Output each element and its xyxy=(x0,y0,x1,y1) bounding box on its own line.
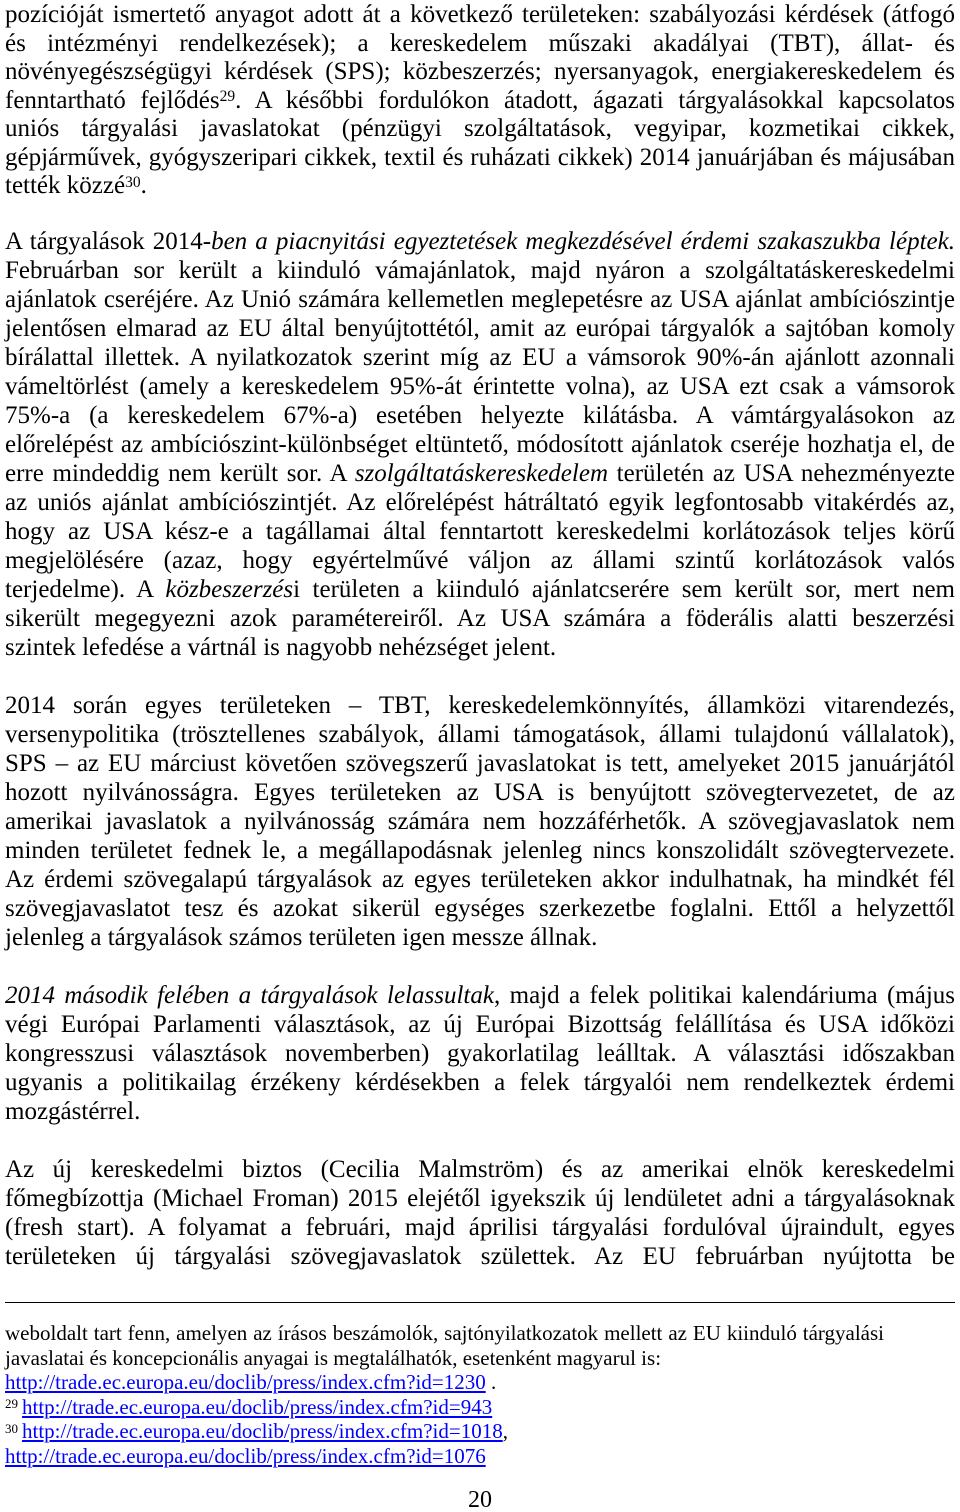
text-run: . xyxy=(140,172,147,199)
footnote-29 xyxy=(5,1395,955,1420)
text-line xyxy=(5,923,955,952)
text-run: Az érdemi szövegalapú tárgyalások az egyes területeken akkor indulhatnak, ha mindkét fél xyxy=(5,865,955,893)
text-line xyxy=(5,691,955,720)
paragraph-1 xyxy=(5,1,955,201)
text-run: végi Európai Parlamenti választások, az új Európai Bizottság felállítása és USA időközi xyxy=(5,1010,955,1038)
text-line xyxy=(5,1068,955,1097)
text-line xyxy=(5,1097,955,1126)
paragraph-4 xyxy=(5,981,955,1126)
text-line xyxy=(5,314,955,343)
text-line xyxy=(5,836,955,865)
footnotes xyxy=(5,1321,955,1468)
text-line xyxy=(5,1213,955,1242)
text-run: Az új kereskedelmi biztos (Cecilia Malmström) és az amerikai elnök kereskedelmi xyxy=(5,1155,955,1183)
text-line xyxy=(5,720,955,749)
text-line xyxy=(5,546,955,575)
text-run: (fresh start). A folyamat a februári, majd áprilisi tárgyalási fordulóval újraindult, egyes xyxy=(5,1213,955,1241)
text-run: ajánlatok cseréjére. Az Unió számára kellemetlen meglepetésre az USA ajánlat ambíciószintje xyxy=(5,285,955,313)
paragraph-5 xyxy=(5,1155,955,1271)
text-line xyxy=(5,1,955,30)
text-run: növényegészségügyi kérdések (SPS); közbeszerzés; nyersanyagok, energiakereskedelem és xyxy=(5,58,955,85)
text-line xyxy=(5,144,955,173)
text-line xyxy=(5,865,955,894)
text-line xyxy=(5,172,955,201)
text-run: előrelépést az ambíciószint-különbséget eltüntető, módosított ajánlatok cseréje hozhatja el, de xyxy=(5,430,955,458)
text-line xyxy=(5,604,955,633)
text-run: szövegjavaslatot tesz és azokat sikerül egységes szerkezetbe foglalni. Ettől a helyzettől xyxy=(5,894,955,922)
text-line xyxy=(5,227,955,256)
text-run: és intézményi rendelkezések); a kereskedelem műszaki akadályai (TBT), állat- és xyxy=(5,29,955,57)
text-line xyxy=(5,58,955,87)
text-run: uniós tárgyalási javaslatokat (pénzügyi szolgáltatások, vegyipar, kozmetikai cikkek, xyxy=(5,115,955,142)
text-line xyxy=(5,30,955,59)
text-run: . A későbbi fordulókon átadott, ágazati tárgyalásokkal kapcsolatos xyxy=(235,86,955,114)
footnote-link[interactable]: http://trade.ec.europa.eu/doclib/press/index.cfm?id=943 xyxy=(22,1394,493,1419)
text-run: , majd a felek politikai kalendáriuma (május xyxy=(493,981,955,1009)
text-run: főmegbízottja (Michael Froman) 2015 elejétől igyekszik új lendületet adni a tárgyalásoknak xyxy=(5,1184,955,1212)
footnote-text-line: weboldalt tart fenn, amelyen az írásos beszámolók, sajtónyilatkozatok mellett az EU kiinduló tárgyalási xyxy=(5,1321,884,1345)
footnote-link-line xyxy=(5,1370,955,1395)
text-run: sikerült megegyezni azok paramétereiről. Az USA számára a föderális alatti beszerzési xyxy=(5,604,955,632)
italic-text: 2014 második felében a tárgyalások lelassultak xyxy=(5,981,494,1009)
text-line xyxy=(5,343,955,372)
text-run: ugyanis a politikailag érzékeny kérdésekben a felek tárgyalói nem rendelkeztek érdemi xyxy=(5,1068,955,1096)
text-run: Februárban sor került a kiinduló vámajánlatok, majd nyáron a szolgáltatáskereskedelmi xyxy=(5,256,955,284)
text-run: kongresszusi választások novemberben) gyakorlatilag leálltak. A választási időszakban xyxy=(5,1039,955,1067)
text-run: az uniós ajánlat ambíciószintjét. Az előrelépést hátráltató egyik legfontosabb vitakérdés az, xyxy=(5,488,955,516)
text-run: versenypolitika (trösztellenes szabályok, állami támogatások, állami tulajdonú vállalatok), xyxy=(5,720,955,748)
text-run: vámeltörlést (amely a kereskedelem 95%-át érintette volna), az USA ezt csak a vámsorok xyxy=(5,372,955,400)
footnote-link[interactable]: http://trade.ec.europa.eu/doclib/press/index.cfm?id=1076 xyxy=(5,1443,486,1468)
text-line xyxy=(5,1039,955,1068)
footnote-marker: 30 xyxy=(125,173,141,191)
text-line xyxy=(5,430,955,459)
text-run: minden területet fednek le, a megállapodásnak jelenleg nincs konszolidált szövegtervezete. xyxy=(5,836,955,864)
footnote-tail: . xyxy=(485,1370,497,1394)
text-run: pozícióját ismertető anyagot adott át a következő területeken: szabályozási kérdések (átfogó xyxy=(5,1,955,28)
paragraph-3 xyxy=(5,691,955,952)
text-line xyxy=(5,401,955,430)
footnote-number: 30 xyxy=(5,1420,19,1436)
text-line xyxy=(5,749,955,778)
footnote-link[interactable]: http://trade.ec.europa.eu/doclib/press/index.cfm?id=1018 xyxy=(22,1419,503,1443)
footnote-30 xyxy=(5,1419,955,1444)
text-run: SPS – az EU márciust követően szövegszerű javaslatokat is tett, amelyeket 2015 januárjától xyxy=(5,749,955,777)
text-run: amerikai javaslatok a nyilvánosság számára nem hozzáférhetők. A szövegjavaslatok nem xyxy=(5,807,955,835)
text-line xyxy=(5,1242,955,1271)
text-run: megjelölésére (azaz, hogy egyértelművé váljon az állami szintű korlátozások valós xyxy=(5,546,955,574)
italic-text: ben a piacnyitási egyeztetések megkezdésével érdemi szakaszukba léptek. xyxy=(211,227,955,255)
footnote-30-continued xyxy=(5,1444,955,1469)
text-line xyxy=(5,1184,955,1213)
text-run: 75%-a (a kereskedelem 67%-a) esetében helyezte kilátásba. A vámtárgyalásokon az xyxy=(5,401,955,429)
text-run: terjedelme). A xyxy=(5,575,166,603)
italic-text: szolgáltatáskereskedelem xyxy=(354,459,609,487)
footnote-marker: 29 xyxy=(219,88,236,105)
text-run: jelenleg a tárgyalások számos területen igen messze állnak. xyxy=(5,923,598,951)
text-run: gépjárművek, gyógyszeripari cikkek, textil és ruházati cikkek) 2014 januárjában és májusában xyxy=(5,143,955,171)
text-line xyxy=(5,372,955,401)
italic-text: közbeszerzés xyxy=(165,575,294,603)
text-line xyxy=(5,807,955,836)
footnote-number: 29 xyxy=(5,1396,19,1412)
text-line xyxy=(5,575,955,604)
text-run: jelentősen elmarad az EU által benyújtottétól, amit az európai tárgyalók a sajtóban komoly xyxy=(5,314,955,342)
text-line xyxy=(5,1155,955,1184)
text-line xyxy=(5,778,955,807)
text-line xyxy=(5,981,955,1010)
text-line xyxy=(5,1010,955,1039)
text-run: hozott nyilvánosságra. Egyes területeken az USA is benyújtott szövegtervezetet, de az xyxy=(5,778,955,806)
text-run: bírálattal illettek. A nyilatkozatok szerint míg az EU a vámsorok 90%-án ajánlott azonnali xyxy=(5,343,955,371)
text-line xyxy=(5,488,955,517)
text-run: hogy az USA kész-e a tagállamai által fenntartott kereskedelmi korlátozások teljes körű xyxy=(5,517,955,545)
text-run: szintek lefedése a vártnál is nagyobb nehézséget jelent. xyxy=(5,633,557,661)
footnote-separator-comma: , xyxy=(502,1419,508,1443)
footnote-separator xyxy=(5,1302,955,1303)
text-run: i területen a kiinduló ajánlatcserére sem került sor, mert nem xyxy=(293,575,955,603)
text-run: területeken új tárgyalási szövegjavaslatok születtek. Az EU februárban nyújtotta be xyxy=(5,1242,955,1270)
text-run: erre mindeddig nem került sor. A xyxy=(5,459,355,487)
text-run: tették közzé xyxy=(5,172,126,199)
text-line xyxy=(5,894,955,923)
text-line xyxy=(5,285,955,314)
page-number: 20 xyxy=(468,1487,492,1512)
text-run: fenntartható fejlődés xyxy=(5,86,220,114)
text-run: mozgástérrel. xyxy=(5,1097,141,1125)
text-line xyxy=(5,459,955,488)
text-run: A tárgyalások 2014- xyxy=(5,227,212,255)
text-line xyxy=(5,256,955,285)
text-line xyxy=(5,633,955,662)
text-line xyxy=(5,517,955,546)
footnote-text-line: javaslatai és koncepcionális anyagai is megtalálhatók, esetenként magyarul is: xyxy=(5,1345,662,1370)
text-run: területén az USA nehezményezte xyxy=(608,459,956,487)
paragraph-2 xyxy=(5,227,955,662)
text-line xyxy=(5,115,955,144)
text-run: 2014 során egyes területeken – TBT, kereskedelemkönnyítés, államközi vitarendezés, xyxy=(5,691,955,719)
text-line xyxy=(5,87,955,116)
footnote-link[interactable]: http://trade.ec.europa.eu/doclib/press/index.cfm?id=1230 xyxy=(5,1370,486,1394)
